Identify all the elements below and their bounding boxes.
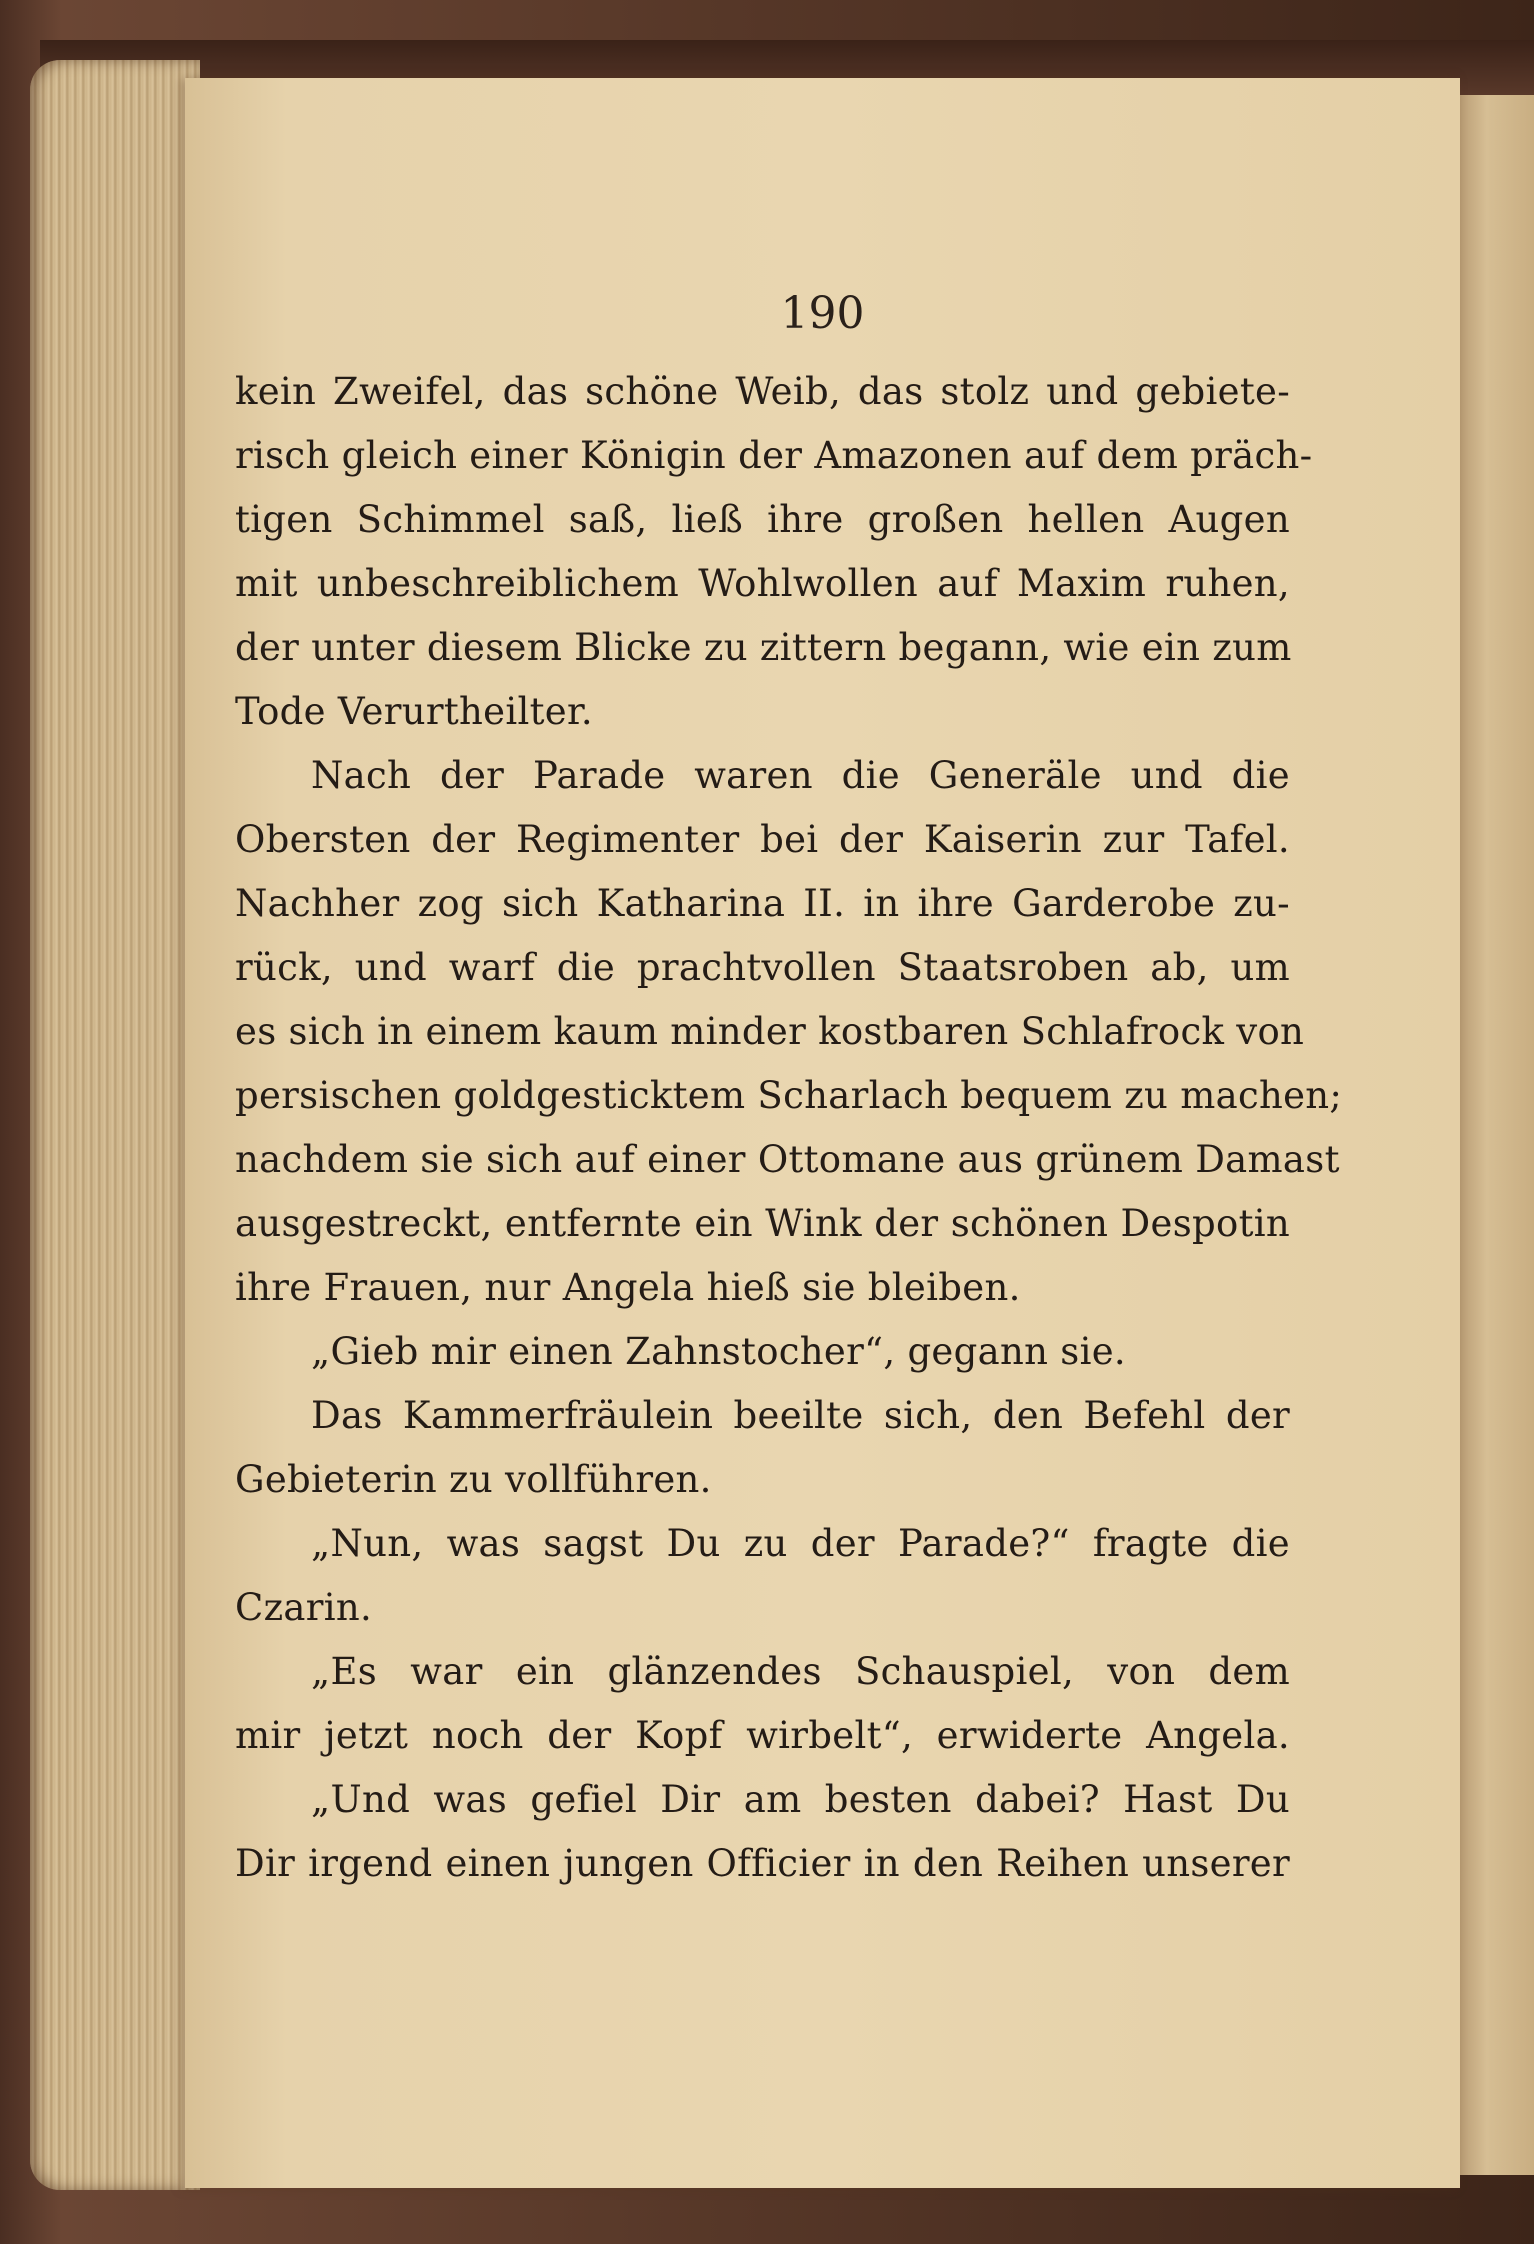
text-line: ausgestreckt, entfernte ein Wink der schönen Despotin [235,1202,1290,1245]
text-line: es sich in einem kaum minder kostbaren Schlafrock von [235,1010,1305,1053]
text-line: „Gieb mir einen Zahnstocher“, gegann sie. [311,1330,1126,1373]
text-line: tigen Schimmel saß, ließ ihre großen hellen Augen [235,498,1290,541]
text-line: mir jetzt noch der Kopf wirbelt“, erwiderte Angela. [235,1714,1290,1757]
text-line: rück, und warf die prachtvollen Staatsroben ab, um [235,946,1290,989]
text-line: der unter diesem Blicke zu zittern begann, wie ein zum [235,626,1292,669]
text-line: Dir irgend einen jungen Officier in den Reihen unserer [235,1842,1290,1885]
text-line: mit unbeschreiblichem Wohlwollen auf Maxim ruhen, [235,562,1290,605]
text-line: nachdem sie sich auf einer Ottomane aus grünem Damast [235,1138,1340,1181]
text-line: Obersten der Regimenter bei der Kaiserin zur Tafel. [235,818,1290,861]
text-line: „Und was gefiel Dir am besten dabei? Hast Du [311,1778,1290,1821]
facing-page-edge [1455,95,1534,2175]
text-line: Das Kammerfräulein beeilte sich, den Befehl der [311,1394,1290,1437]
text-line: Nachher zog sich Katharina II. in ihre Garderobe zu- [235,882,1290,925]
text-line: ihre Frauen, nur Angela hieß sie bleiben. [235,1266,1021,1309]
text-line: risch gleich einer Königin der Amazonen auf dem präch- [235,434,1313,477]
text-line: „Es war ein glänzendes Schauspiel, von dem [311,1650,1290,1693]
text-line: „Nun, was sagst Du zu der Parade?“ fragte die [311,1522,1290,1565]
text-line: Gebieterin zu vollführen. [235,1458,712,1501]
page-edges [30,60,200,2190]
text-line: Czarin. [235,1586,373,1629]
page-text [235,360,1343,1896]
text-line: persischen goldgesticktem Scharlach bequem zu machen; [235,1074,1343,1117]
text-line: Tode Verurtheilter. [235,690,593,733]
page-number: 190 [780,288,865,339]
text-line: kein Zweifel, das schöne Weib, das stolz und gebiete- [235,370,1290,413]
text-line: Nach der Parade waren die Generäle und die [311,754,1290,797]
